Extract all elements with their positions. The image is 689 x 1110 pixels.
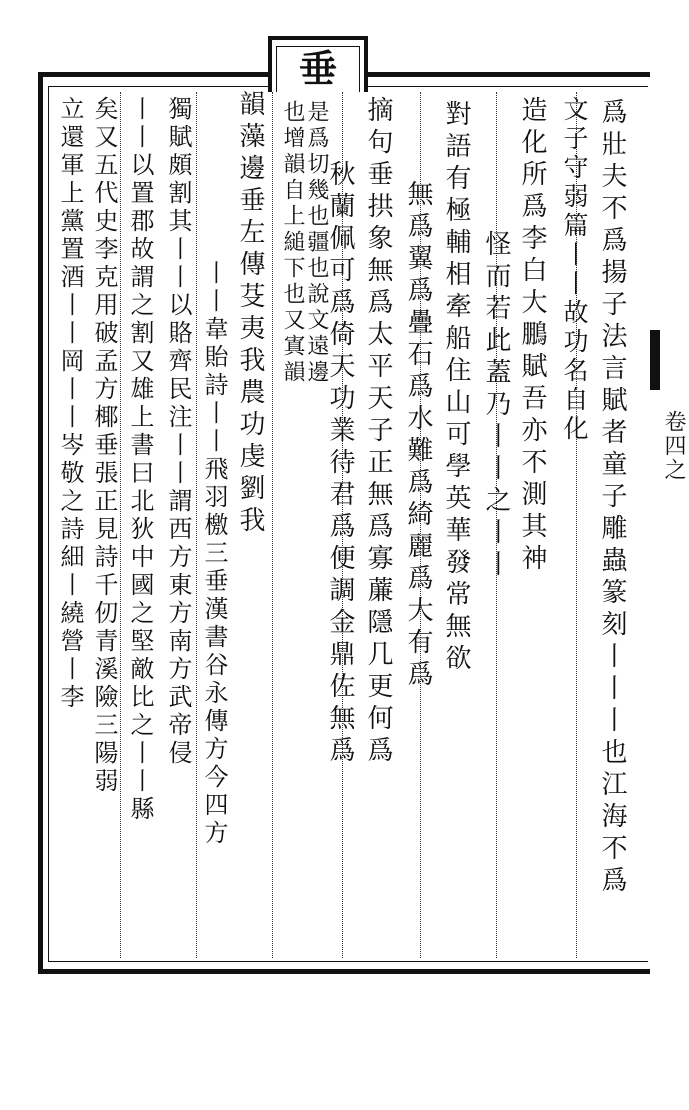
column-text: 秋蘭佩可爲倚天功業待君爲便調金鼎佐無爲 xyxy=(325,160,355,768)
column-text: 也增韻自上縋下也又寘韻 xyxy=(280,100,305,386)
column-text: 造化所爲李白大鵬賦吾亦不測其神 xyxy=(517,96,547,576)
text-column-15 xyxy=(86,96,126,946)
column-text: 摘句垂拱象無爲太平天子正無爲寡薕隱几更何爲 xyxy=(363,96,393,768)
side-marker xyxy=(650,330,660,390)
column-text: 立還軍上黨置酒丨丨岡丨丨岑敬之詩細丨繞營丨李 xyxy=(56,96,84,712)
text-column-11 xyxy=(232,90,272,940)
column-text: 丨丨以置郡故謂之割又雄上書曰北狄中國之堅敵比之丨丨縣 xyxy=(126,96,154,824)
text-column-6 xyxy=(400,180,440,1030)
header-tab-char: 垂 xyxy=(298,46,337,91)
column-text: 矣又五代史李克用破孟方椰垂張正見詩千仞青溪險三陽弱 xyxy=(90,96,118,796)
text-column-13 xyxy=(160,96,200,946)
text-column-4 xyxy=(478,230,518,1080)
text-column-1 xyxy=(594,98,634,948)
text-column-5 xyxy=(438,100,478,950)
column-text: 文子守弱篇丨丨故功名自化 xyxy=(560,96,589,444)
edge-label: 卷四之 xyxy=(661,410,686,482)
column-text: 怪而若此蓋乃丨丨之丨丨 xyxy=(481,230,511,582)
column-text: 無爲翼爲疊石爲水難爲綺麗爲大有爲 xyxy=(403,180,433,692)
text-column-7 xyxy=(360,96,400,946)
text-column-12 xyxy=(196,260,236,1110)
column-text: 對語有極輔相牽船住山可學英華發常無欲 xyxy=(441,100,471,676)
column-text: 韻藻邊垂左傳芟夷我農功虔劉我 xyxy=(235,90,265,538)
text-column-10 xyxy=(274,100,314,950)
column-text: 爲壯夫不爲揚子法言賦者童子雕蟲篆刻丨丨丨也江海不爲 xyxy=(597,98,627,898)
header-tab-inner xyxy=(276,46,360,92)
text-column-2 xyxy=(556,96,596,946)
column-text: 丨丨韋貽詩丨丨飛羽檄三垂漢書谷永傳方今四方 xyxy=(200,260,228,848)
column-rule xyxy=(272,92,273,958)
text-column-14 xyxy=(122,96,162,946)
column-text: 獨賦頗割其丨丨以賂齊民注丨丨謂西方東方南方武帝侵 xyxy=(164,96,192,768)
text-column-16 xyxy=(52,96,92,946)
column-text: 是爲切幾也疆也說文遠邊 xyxy=(304,100,329,386)
text-column-3 xyxy=(514,96,554,946)
